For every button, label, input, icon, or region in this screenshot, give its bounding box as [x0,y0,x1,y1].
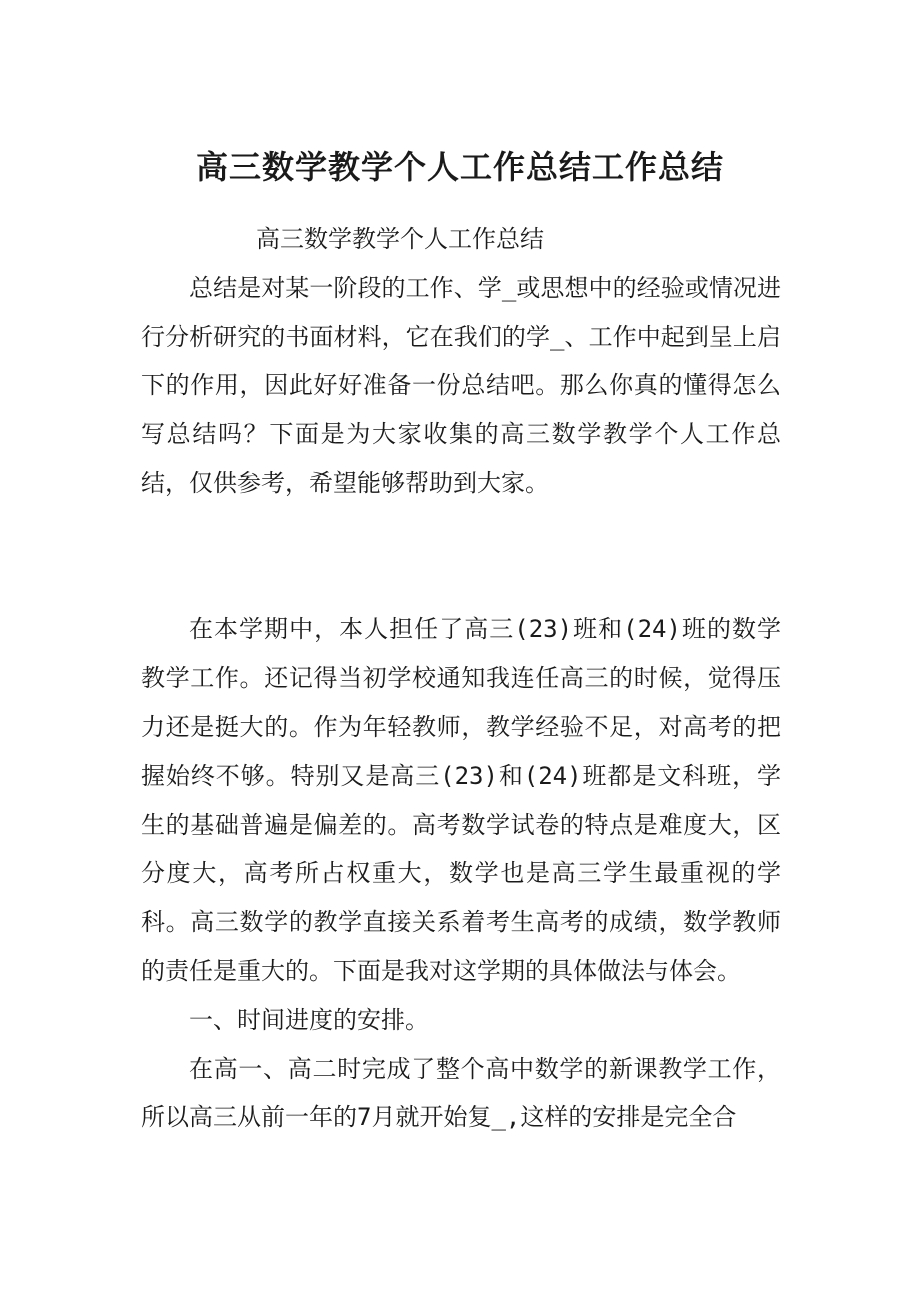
document-title: 高三数学教学个人工作总结工作总结 [195,148,724,186]
document-body [141,215,781,1142]
document-subtitle: 高三数学教学个人工作总结 [256,225,544,253]
paragraph-intro: 总结是对某一阶段的工作、学_或思想中的经验或情况进行分析研究的书面材料，它在我们的学_、工作中起到呈上启下的作用，因此好好准备一份总结吧。那么你真的懂得怎么写总结吗？下面是为大家收集的高三数学教学个人工作总结，仅供参考，希望能够帮助到大家。 [141,273,781,497]
paragraph-spacer [141,508,781,606]
paragraph-schedule: 在高一、高二时完成了整个高中数学的新课教学工作，所以高三从前一年的7月就开始复_,这样的安排是完全合 [141,1054,781,1132]
section-heading-schedule: 一、时间进度的安排。 [189,1005,429,1034]
paragraph-semester: 在本学期中，本人担任了高三(23)班和(24)班的数学教学工作。还记得当初学校通知我连任高三的时候，觉得压力还是挺大的。作为年轻教师，教学经验不足，对高考的把握始终不够。特别又是高三(23)和(24)班都是文科班，学生的基础普遍是偏差的。高考数学试卷的特点是难度大，区分度大，高考所占权重大，数学也是高三学生最重视的学科。高三数学的教学直接关系着考生高考的成绩，数学教师的责任是重大的。下面是我对这学期的具体做法与体会。 [141,615,781,985]
